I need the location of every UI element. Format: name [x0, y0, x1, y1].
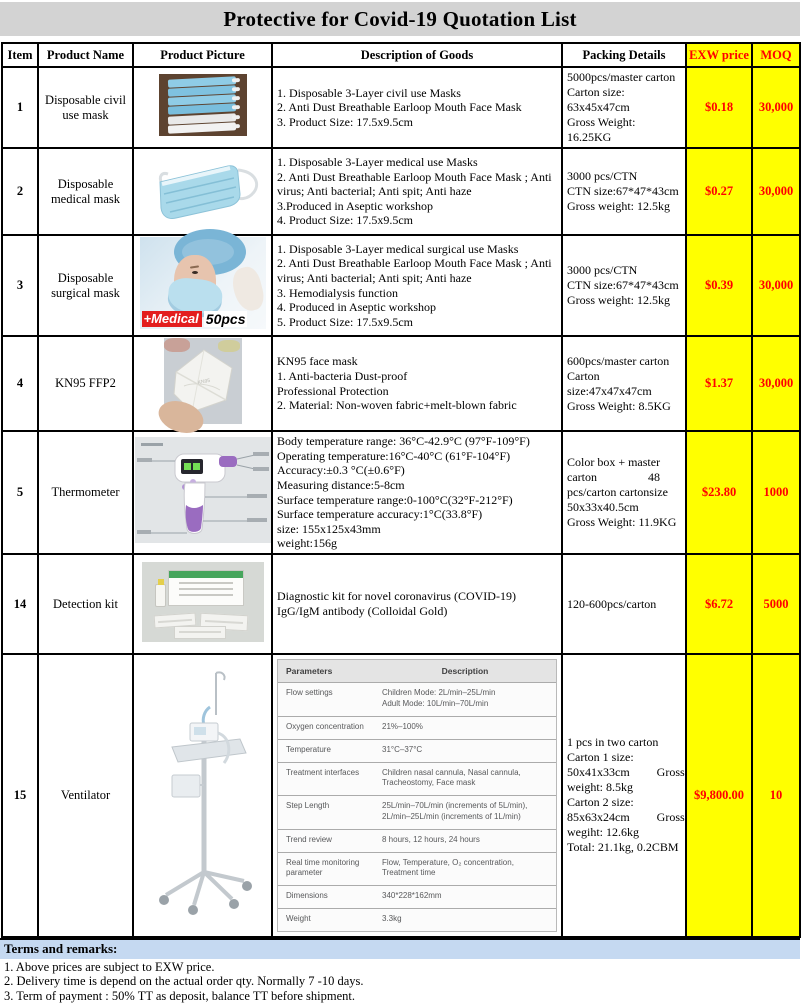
- col-header-moq: MOQ: [752, 43, 800, 67]
- terms-heading: Terms and remarks:: [4, 940, 118, 956]
- product-picture-cell: [133, 235, 272, 336]
- description-cell: 1. Disposable 3-Layer medical surgical use Masks 2. Anti Dust Breathable Earloop Mouth Face Mask ; Anti virus; Anti bacterial; Anti spit; Anti haze 3. Hemodialysis function 4. Produced in Aseptic workshop 5. Product Size: 17.5x9.5cm: [272, 235, 562, 336]
- item-number: 5: [2, 431, 38, 554]
- spec-row: [278, 886, 556, 909]
- terms-heading-band: [0, 938, 800, 959]
- spec-param: Trend review: [278, 829, 374, 852]
- spec-param: Temperature: [278, 739, 374, 762]
- item-number: 14: [2, 554, 38, 654]
- packing-cell: 120-600pcs/carton: [562, 554, 686, 654]
- quotation-document: [0, 2, 800, 1004]
- gloved-hand: [229, 264, 267, 313]
- col-header-item: Item: [2, 43, 38, 67]
- table-row: [2, 235, 800, 336]
- spec-param: Flow settings: [278, 683, 374, 717]
- spec-param: Step Length: [278, 796, 374, 830]
- col-header-product-picture: Product Picture: [133, 43, 272, 67]
- spec-row: [278, 908, 556, 930]
- ventilator-spec-table: [277, 659, 557, 932]
- description-cell: 1. Disposable 3-Layer civil use Masks 2. Anti Dust Breathable Earloop Mouth Face Mask 3. Product Size: 17.5x9.5cm: [272, 67, 562, 148]
- spec-desc: Flow, Temperature, O₂ concentration, Treatment time: [374, 852, 556, 886]
- product-picture-cell: [133, 654, 272, 937]
- product-picture-cell: [133, 336, 272, 431]
- exw-price: $9,800.00: [686, 654, 752, 937]
- packing-cell: 5000pcs/master carton Carton size: 63x45x47cm Gross Weight: 16.25KG: [562, 67, 686, 148]
- moq-value: 1000: [752, 431, 800, 554]
- item-number: 2: [2, 148, 38, 235]
- surgical-mask-photo: [140, 237, 266, 329]
- spec-row: [278, 829, 556, 852]
- table-row: [2, 148, 800, 235]
- col-header-product-name: Product Name: [38, 43, 133, 67]
- spec-row: [278, 762, 556, 796]
- product-picture-cell: [133, 431, 272, 554]
- spec-desc: 21%–100%: [374, 716, 556, 739]
- spec-header-row: [278, 660, 556, 683]
- quotation-table: [1, 42, 801, 938]
- packing-cell: 1 pcs in two carton Carton 1 size: 50x41x33cm Gross weight: 8.5kg Carton 2 size: 85x63x24cm Gross wegiht: 12.6kg Total: 21.1kg, 0.2CBM: [562, 654, 686, 937]
- product-name: Thermometer: [38, 431, 133, 554]
- table-row: [2, 554, 800, 654]
- col-header-exw-price: EXW price: [686, 43, 752, 67]
- product-name: Ventilator: [38, 654, 133, 937]
- spec-param: Real time monitoring parameter: [278, 852, 374, 886]
- packing-cell: 600pcs/master carton Carton size:47x47x47cm Gross Weight: 8.5KG: [562, 336, 686, 431]
- ventilator-photo: [144, 667, 262, 919]
- svg-text:KN95: KN95: [196, 377, 211, 386]
- spec-desc: Children nasal cannula, Nasal cannula, Tracheostomy, Face mask: [374, 762, 556, 796]
- product-picture-cell: [133, 148, 272, 235]
- item-number: 15: [2, 654, 38, 937]
- spec-desc: 3.3kg: [374, 908, 556, 930]
- description-cell: Body temperature range: 36°C-42.9°C (97°F-109°F) Operating temperature:16°C-40°C (61°F-104°F) Accuracy:±0.3 °C(±0.6°F) Measuring distance:5-8cm Surface temperature range:0-100°C(32°F-212°F) Surface temperature accuracy:1°C(33.8°F) size: 155x125x43mm weight:156g: [272, 431, 562, 554]
- item-number: 3: [2, 235, 38, 336]
- spec-param: Oxygen concentration: [278, 716, 374, 739]
- medical-mask-photo: [142, 150, 264, 228]
- moq-value: 30,000: [752, 148, 800, 235]
- title-band: [0, 2, 800, 36]
- description-cell: Diagnostic kit for novel coronavirus (COVID-19) IgG/IgM antibody (Colloidal Gold): [272, 554, 562, 654]
- spec-desc: Children Mode: 2L/min–25L/min Adult Mode: 10L/min–70L/min: [374, 683, 556, 717]
- exw-price: $0.27: [686, 148, 752, 235]
- spec-desc: 8 hours, 12 hours, 24 hours: [374, 829, 556, 852]
- thermometer-diagram: [135, 437, 271, 543]
- spec-col-description: Description: [374, 660, 556, 683]
- pack-count-label: 50pcs: [205, 311, 246, 327]
- exw-price: $1.37: [686, 336, 752, 431]
- spec-desc: 25L/min–70L/min (increments of 5L/min), 2L/min–25L/min (increments of 1L/min): [374, 796, 556, 830]
- spec-param: Weight: [278, 908, 374, 930]
- product-name: Detection kit: [38, 554, 133, 654]
- moq-value: 30,000: [752, 67, 800, 148]
- description-cell: 1. Disposable 3-Layer medical use Masks 2. Anti Dust Breathable Earloop Mouth Face Mask ; Anti virus; Anti bacterial; Anti spit; Anti haze 3.Produced in Aseptic workshop 4. Product Size: 17.5x9.5cm: [272, 148, 562, 235]
- packing-cell: 3000 pcs/CTN CTN size:67*47*43cm Gross weight: 12.5kg: [562, 148, 686, 235]
- item-number: 1: [2, 67, 38, 148]
- spec-param: Treatment interfaces: [278, 762, 374, 796]
- spec-row: [278, 852, 556, 886]
- spec-desc: 340*228*162mm: [374, 886, 556, 909]
- product-name: Disposable civil use mask: [38, 67, 133, 148]
- moq-value: 10: [752, 654, 800, 937]
- table-row: [2, 431, 800, 554]
- spec-row: [278, 739, 556, 762]
- col-header-packing: Packing Details: [562, 43, 686, 67]
- col-header-description: Description of Goods: [272, 43, 562, 67]
- product-name: Disposable surgical mask: [38, 235, 133, 336]
- moq-value: 30,000: [752, 336, 800, 431]
- spec-desc: 31°C–37°C: [374, 739, 556, 762]
- spec-param: Dimensions: [278, 886, 374, 909]
- item-number: 4: [2, 336, 38, 431]
- description-cell: KN95 face mask 1. Anti-bacteria Dust-proof Professional Protection 2. Material: Non-woven fabric+melt-blown fabric: [272, 336, 562, 431]
- spec-row: [278, 716, 556, 739]
- medical-badge: +Medical: [142, 311, 202, 327]
- spec-row: [278, 683, 556, 717]
- civil-mask-photo: [159, 74, 247, 136]
- exw-price: $0.18: [686, 67, 752, 148]
- product-name: KN95 FFP2: [38, 336, 133, 431]
- table-row: [2, 654, 800, 937]
- spec-row: [278, 796, 556, 830]
- header-row: [2, 43, 800, 67]
- description-cell: [272, 654, 562, 937]
- moq-value: 30,000: [752, 235, 800, 336]
- table-row: [2, 336, 800, 431]
- exw-price: $0.39: [686, 235, 752, 336]
- product-picture-cell: [133, 554, 272, 654]
- page-title: Protective for Covid-19 Quotation List: [223, 6, 577, 31]
- packing-cell: 3000 pcs/CTN CTN size:67*47*43cm Gross weight: 12.5kg: [562, 235, 686, 336]
- exw-price: $6.72: [686, 554, 752, 654]
- kn95-mask-photo: [164, 338, 242, 424]
- spec-col-parameters: Parameters: [278, 660, 374, 683]
- product-name: Disposable medical mask: [38, 148, 133, 235]
- exw-price: $23.80: [686, 431, 752, 554]
- product-picture-cell: [133, 67, 272, 148]
- detection-kit-photo: [142, 562, 264, 642]
- moq-value: 5000: [752, 554, 800, 654]
- terms-list: 1. Above prices are subject to EXW price. 2. Delivery time is depend on the actual order qty. Normally 7 -10 days. 3. Term of payment : 50% TT as deposit, balance TT before shipment.: [4, 959, 364, 1004]
- table-row: [2, 67, 800, 148]
- packing-cell: Color box + master carton 48 pcs/carton cartonsize 50x33x40.5cm Gross Weight: 11.9KG: [562, 431, 686, 554]
